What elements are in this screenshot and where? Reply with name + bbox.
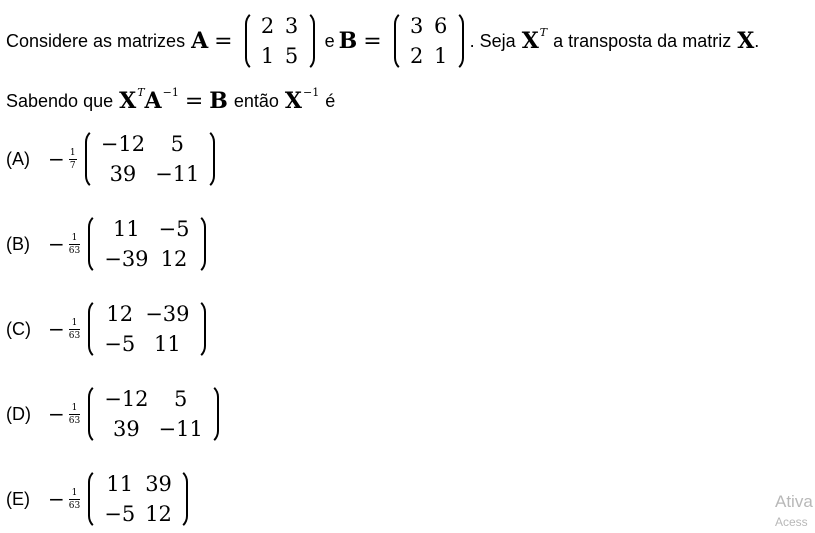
option-label: (C) xyxy=(6,318,31,339)
matrix-cell: 2 xyxy=(409,44,424,68)
matrix-cell: 12 xyxy=(145,502,172,526)
matrix-b xyxy=(394,10,464,72)
e-text: é xyxy=(325,90,336,111)
minus-sign: − xyxy=(48,317,65,341)
x-symbol: X xyxy=(119,88,137,114)
matrix-cell: −39 xyxy=(104,247,149,271)
option-e[interactable] xyxy=(6,467,194,531)
matrix-cell: 39 xyxy=(113,417,140,441)
entao-text: então xyxy=(233,90,279,111)
option-label: (D) xyxy=(6,403,31,424)
matrix-cell: −39 xyxy=(145,302,190,326)
matrix-cell: 3 xyxy=(409,14,424,38)
fraction-numerator: 1 xyxy=(69,147,76,158)
x-symbol: X xyxy=(284,88,302,114)
fraction-denominator: 7 xyxy=(69,160,76,171)
inverse-superscript: −1 xyxy=(303,85,320,99)
matrix-cell: −5 xyxy=(104,332,136,356)
matrix-cell: 1 xyxy=(260,44,275,68)
sabendo-text: Sabendo que xyxy=(6,90,114,111)
matrix-x-symbol: X xyxy=(737,28,755,54)
matrix-cell: 11 xyxy=(106,472,134,496)
question-line-1 xyxy=(6,6,759,76)
inverse-superscript: −1 xyxy=(162,85,179,99)
option-a[interactable] xyxy=(6,127,221,191)
fraction xyxy=(69,148,77,171)
option-matrix xyxy=(88,468,188,530)
seja-text: . Seja xyxy=(469,30,516,51)
minus-sign: − xyxy=(48,487,65,511)
matrix-cell: 39 xyxy=(145,472,172,496)
transpose-superscript: T xyxy=(137,85,145,99)
option-label: (A) xyxy=(6,148,30,169)
matrix-x-symbol: X xyxy=(521,28,539,54)
fraction-denominator: 63 xyxy=(68,415,81,426)
matrix-cell: −5 xyxy=(158,217,190,241)
fraction-denominator: 63 xyxy=(68,500,81,511)
fraction-numerator: 1 xyxy=(71,487,78,498)
fraction-numerator: 1 xyxy=(71,402,78,413)
matrix-cell: 6 xyxy=(433,14,448,38)
matrix-cell: 2 xyxy=(260,14,275,38)
fraction-numerator: 1 xyxy=(71,317,78,328)
matrix-a-symbol: A xyxy=(191,28,209,54)
matrix-cell: −11 xyxy=(155,162,200,186)
period-text: . xyxy=(754,30,760,51)
transpose-superscript: T xyxy=(539,25,548,39)
question-line-2 xyxy=(6,86,335,116)
matrix-cell: 5 xyxy=(170,132,184,156)
matrix-cell: −12 xyxy=(104,387,149,411)
matrix-a xyxy=(245,10,315,72)
activation-watermark-title: Ativa xyxy=(775,492,813,511)
activation-watermark-subtitle: Acess xyxy=(775,515,808,529)
fraction-denominator: 63 xyxy=(68,245,81,256)
transposta-text: a transposta da matriz xyxy=(553,30,732,51)
minus-sign: − xyxy=(48,402,65,426)
option-matrix xyxy=(88,213,205,275)
fraction xyxy=(69,233,80,256)
a-symbol: A xyxy=(144,88,162,114)
matrix-cell: −5 xyxy=(104,502,136,526)
option-d[interactable] xyxy=(6,382,225,446)
option-matrix xyxy=(88,383,219,445)
matrix-cell: 39 xyxy=(109,162,137,186)
option-matrix xyxy=(88,298,205,360)
equals-sign: = xyxy=(214,28,233,54)
matrix-cell: 11 xyxy=(113,217,140,241)
matrix-cell: −11 xyxy=(158,417,203,441)
intro-text: Considere as matrizes xyxy=(6,30,186,51)
fraction xyxy=(69,318,80,341)
fraction xyxy=(69,403,80,426)
minus-sign: − xyxy=(48,232,65,256)
matrix-b-symbol: B xyxy=(338,28,358,54)
equals-sign: = xyxy=(184,88,204,114)
matrix-cell: 12 xyxy=(106,302,134,326)
matrix-cell: 5 xyxy=(174,387,188,411)
matrix-cell: 11 xyxy=(153,332,181,356)
equals-sign: = xyxy=(363,28,382,54)
minus-sign: − xyxy=(48,147,65,171)
fraction xyxy=(69,488,80,511)
matrix-cell: −12 xyxy=(100,132,146,156)
option-matrix xyxy=(85,128,216,190)
fraction-numerator: 1 xyxy=(71,232,78,243)
option-c[interactable] xyxy=(6,297,212,361)
option-label: (B) xyxy=(6,233,30,254)
matrix-cell: 3 xyxy=(284,14,299,38)
fraction-denominator: 63 xyxy=(68,330,81,341)
matrix-cell: 1 xyxy=(433,44,448,68)
matrix-cell: 5 xyxy=(284,44,299,68)
conjunction-text: e xyxy=(324,30,335,51)
option-label: (E) xyxy=(6,488,30,509)
matrix-cell: 12 xyxy=(160,247,188,271)
b-symbol: B xyxy=(209,88,228,114)
option-b[interactable] xyxy=(6,212,212,276)
